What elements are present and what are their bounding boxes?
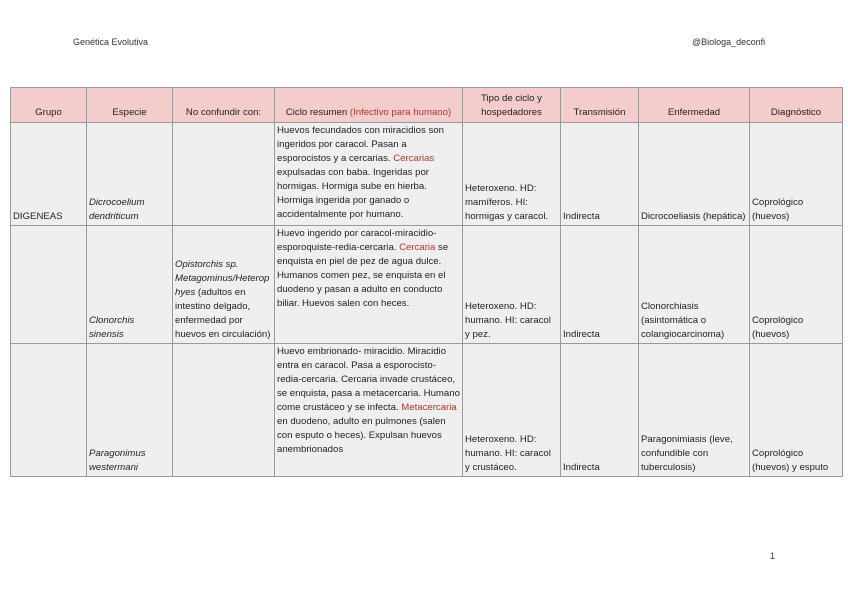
cell-transmision: Indirecta xyxy=(561,344,639,477)
header-diagnostico: Diagnóstico xyxy=(750,88,843,123)
header-ciclo xyxy=(275,88,463,123)
cell-no-confundir xyxy=(173,226,275,344)
cell-especie: Paragonimus westermani xyxy=(87,344,173,477)
cell-grupo: DIGENEAS xyxy=(11,123,87,226)
cell-ciclo xyxy=(275,226,463,344)
table-header-row xyxy=(11,88,843,123)
cell-diagnostico: Coprológico (huevos) xyxy=(750,226,843,344)
document-title: Genética Evolutiva xyxy=(73,37,149,47)
cell-ciclo xyxy=(275,344,463,477)
cell-grupo xyxy=(11,344,87,477)
cell-transmision: Indirecta xyxy=(561,123,639,226)
header-ciclo-highlight: (Infectivo para humano) xyxy=(349,107,452,118)
cell-tipo: Heteroxeno. HD: humano. HI: caracol y pez. xyxy=(463,226,561,344)
header-especie: Especie xyxy=(87,88,173,123)
cell-transmision: Indirecta xyxy=(561,226,639,344)
ciclo-text-post: se enquista en piel de pez de agua dulce. Humanos comen pez, se enquista en el duodeno y pasan a adulto en conducto biliar. Huevos salen con heces. xyxy=(277,242,449,309)
cell-no-confundir xyxy=(173,344,275,477)
cell-enfermedad: Clonorchiasis (asintomática o colangiocarcinoma) xyxy=(639,226,750,344)
cell-diagnostico: Coprológico (huevos) y esputo xyxy=(750,344,843,477)
ciclo-text-infective: Cercaria xyxy=(399,242,436,253)
ciclo-text-pre: Huevos fecundados con miracidios son ingeridos por caracol. Pasan a esporocistos y a cercarias. xyxy=(277,125,444,164)
cell-especie: Dicrocoelium dendriticum xyxy=(87,123,173,226)
header-enfermedad: Enfermedad xyxy=(639,88,750,123)
parasite-table xyxy=(10,87,843,477)
cell-ciclo xyxy=(275,123,463,226)
ciclo-text-pre: Huevo embrionado- miracidio. Miracidio entra en caracol. Pasa a esporocisto-redia-cercaria. Cercaria invade crustáceo, se enquista, pasa a metacercaria. Humano come crustáceo y se infecta. xyxy=(277,346,460,413)
header-ciclo-text: Ciclo resumen xyxy=(285,107,350,118)
author-handle: @Biologa_deconfi xyxy=(692,37,766,47)
header-transmision: Transmisión xyxy=(561,88,639,123)
cell-diagnostico: Coprológico (huevos) xyxy=(750,123,843,226)
table-row xyxy=(11,226,843,344)
no-confundir-note: (adultos en intestino delgado, enfermedad por huevos en circulación) xyxy=(175,287,271,340)
ciclo-text-post: en duodeno, adulto en pulmones (salen con esputo o heces). Expulsan huevos anembrionados xyxy=(277,416,446,455)
ciclo-text-pre: Huevo ingerido por caracol-miracidio-esporoquiste-redia-cercaria. xyxy=(277,228,437,253)
table-row xyxy=(11,123,843,226)
page-number: 1 xyxy=(770,551,776,561)
header-grupo: Grupo xyxy=(11,88,87,123)
table-row xyxy=(11,344,843,477)
ciclo-text-infective: Cercarias xyxy=(393,153,435,164)
cell-enfermedad: Paragonimiasis (leve, confundible con tuberculosis) xyxy=(639,344,750,477)
no-confundir-species: Opistorchis sp. Metagominus/Heterophyes xyxy=(175,259,270,298)
cell-no-confundir xyxy=(173,123,275,226)
header-tipo: Tipo de ciclo y hospedadores xyxy=(463,88,561,123)
ciclo-text-post: expulsadas con baba. Ingeridas por hormigas. Hormiga sube en hierba. Hormiga ingerida por ganado o accidentalmente por humano. xyxy=(277,167,430,220)
cell-especie: Clonorchis sinensis xyxy=(87,226,173,344)
header-no-confundir: No confundir con: xyxy=(173,88,275,123)
cell-tipo: Heteroxeno. HD: humano. HI: caracol y crustáceo. xyxy=(463,344,561,477)
cell-enfermedad: Dicrocoeliasis (hepática) xyxy=(639,123,750,226)
ciclo-text-infective: Metacercaria xyxy=(401,402,457,413)
cell-tipo: Heteroxeno. HD: mamíferos. HI: hormigas y caracol. xyxy=(463,123,561,226)
cell-grupo xyxy=(11,226,87,344)
